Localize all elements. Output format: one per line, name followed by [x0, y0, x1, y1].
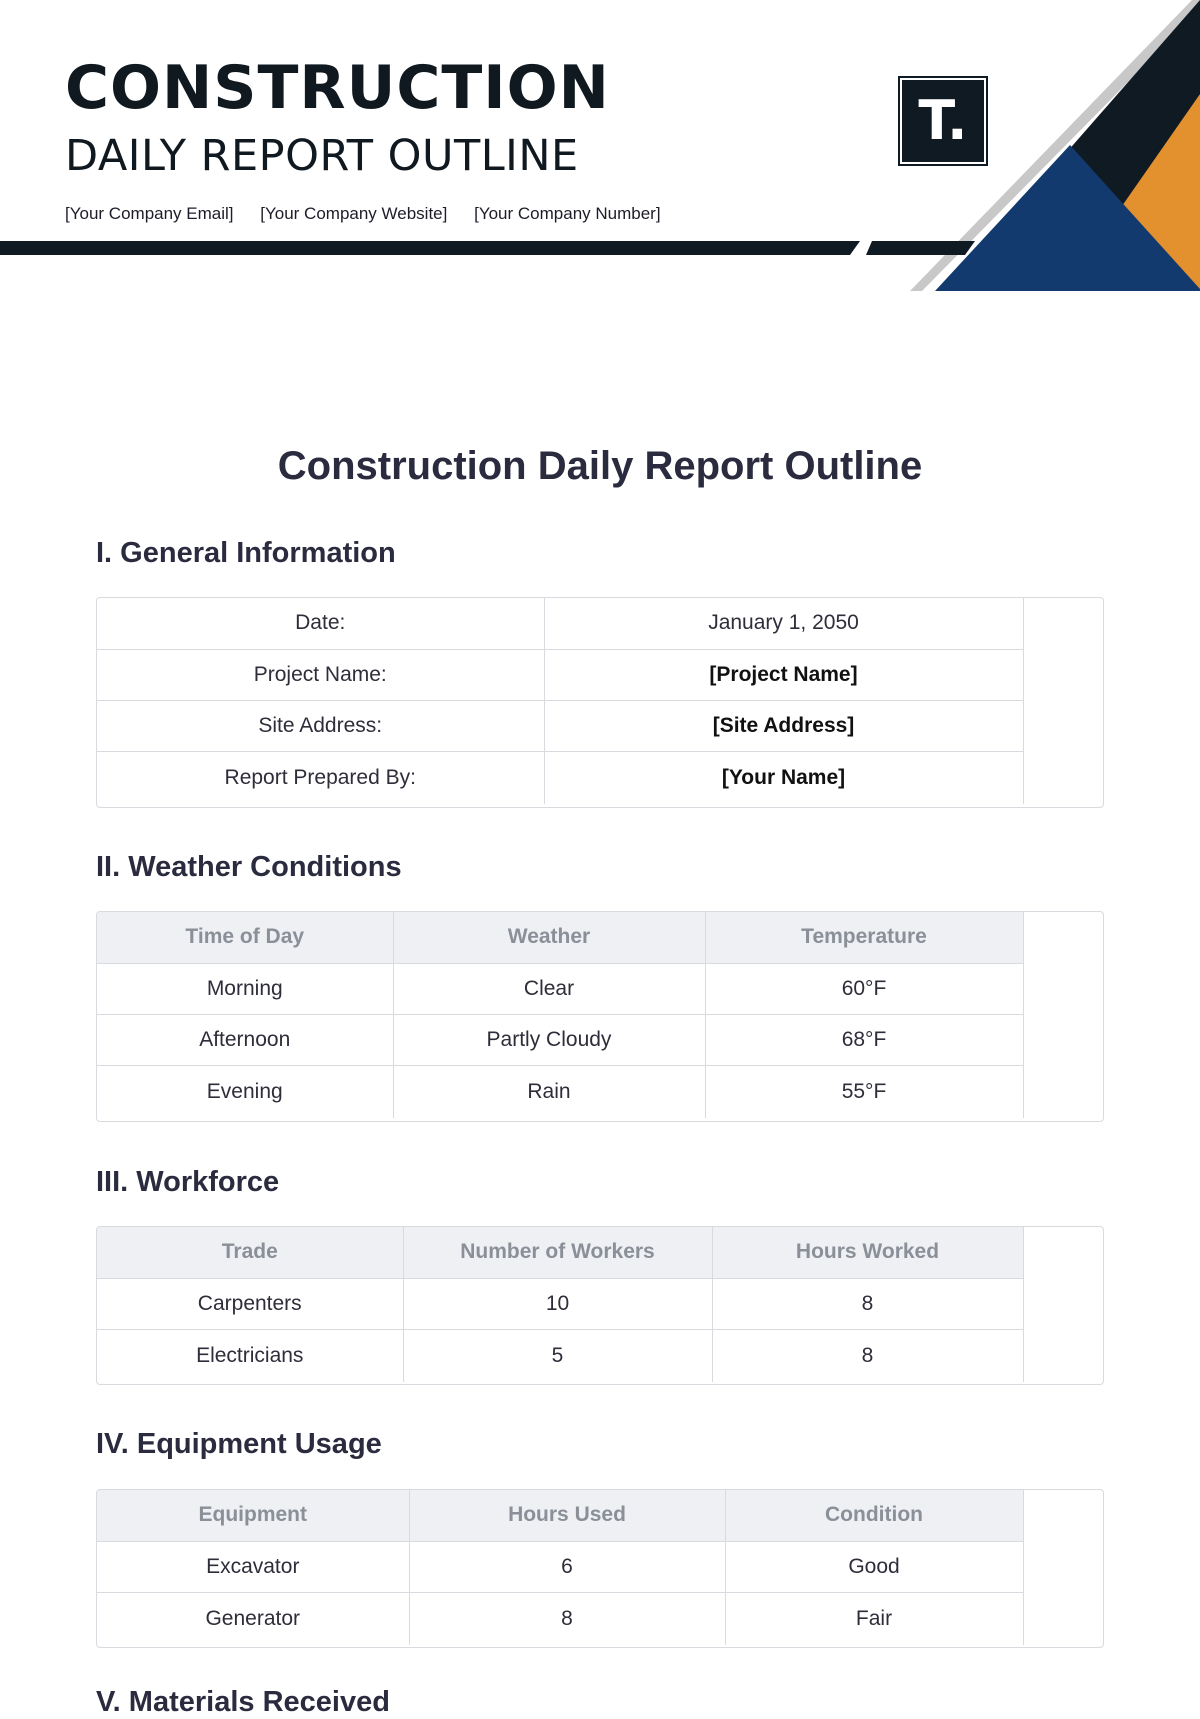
company-email: [Your Company Email] [65, 204, 234, 223]
column-header: Equipment [97, 1490, 409, 1541]
company-website: [Your Company Website] [260, 204, 448, 223]
table-row [97, 700, 1023, 751]
table-cell: Fair [725, 1592, 1023, 1645]
field-value: [Project Name] [544, 649, 1023, 700]
table-cell: 55°F [705, 1065, 1023, 1118]
general-info-table [96, 597, 1104, 808]
brand-subtitle: DAILY REPORT OUTLINE [65, 131, 579, 181]
table-cell: Generator [97, 1592, 409, 1645]
table-cell: Partly Cloudy [393, 1014, 705, 1065]
field-label: Date: [97, 598, 544, 649]
field-value: [Your Name] [544, 751, 1023, 804]
brand-title: CONSTRUCTION [65, 53, 610, 123]
workforce-table [96, 1226, 1104, 1385]
column-header: Hours Worked [712, 1227, 1023, 1278]
field-label: Project Name: [97, 649, 544, 700]
table-cell: 10 [403, 1278, 712, 1329]
equipment-table [96, 1489, 1104, 1648]
table-cell: 60°F [705, 963, 1023, 1014]
field-value: [Site Address] [544, 700, 1023, 751]
column-header: Trade [97, 1227, 403, 1278]
table-row [97, 1278, 1023, 1329]
table-cell: Excavator [97, 1541, 409, 1592]
table-row [97, 1014, 1023, 1065]
table-cell: 6 [409, 1541, 725, 1592]
header-bar-right [866, 241, 975, 255]
column-header: Temperature [705, 912, 1023, 963]
field-label: Site Address: [97, 700, 544, 751]
column-header: Number of Workers [403, 1227, 712, 1278]
table-row [97, 1592, 1023, 1645]
section-equipment-heading: IV. Equipment Usage [96, 1428, 382, 1460]
table-cell: Carpenters [97, 1278, 403, 1329]
table-row [97, 649, 1023, 700]
table-cell: Good [725, 1541, 1023, 1592]
company-contacts [65, 204, 683, 224]
table-cell: Rain [393, 1065, 705, 1118]
document-title: Construction Daily Report Outline [277, 444, 923, 488]
table-row [97, 963, 1023, 1014]
table-row [97, 751, 1023, 804]
column-header: Hours Used [409, 1490, 725, 1541]
section-weather-heading: II. Weather Conditions [96, 851, 402, 883]
section-workforce-heading: III. Workforce [96, 1166, 280, 1198]
field-label: Report Prepared By: [97, 751, 544, 804]
company-logo: T. [900, 78, 986, 164]
table-cell: 8 [712, 1278, 1023, 1329]
section-general-heading: I. General Information [96, 537, 396, 569]
table-header-row [97, 912, 1023, 963]
column-header: Weather [393, 912, 705, 963]
table-row [97, 1541, 1023, 1592]
table-cell: 8 [712, 1329, 1023, 1382]
section-materials-heading: V. Materials Received [96, 1686, 390, 1718]
weather-table [96, 911, 1104, 1122]
table-cell: Afternoon [97, 1014, 393, 1065]
table-cell: Electricians [97, 1329, 403, 1382]
table-row [97, 1065, 1023, 1118]
table-cell: Morning [97, 963, 393, 1014]
table-row [97, 1329, 1023, 1382]
table-cell: Clear [393, 963, 705, 1014]
table-cell: 68°F [705, 1014, 1023, 1065]
table-header-row [97, 1227, 1023, 1278]
header-bar-left [0, 241, 860, 255]
table-cell: 5 [403, 1329, 712, 1382]
header [0, 0, 1200, 300]
company-number: [Your Company Number] [474, 204, 661, 223]
table-cell: Evening [97, 1065, 393, 1118]
field-value: January 1, 2050 [544, 598, 1023, 649]
table-header-row [97, 1490, 1023, 1541]
column-header: Time of Day [97, 912, 393, 963]
table-row [97, 598, 1023, 649]
table-cell: 8 [409, 1592, 725, 1645]
column-header: Condition [725, 1490, 1023, 1541]
